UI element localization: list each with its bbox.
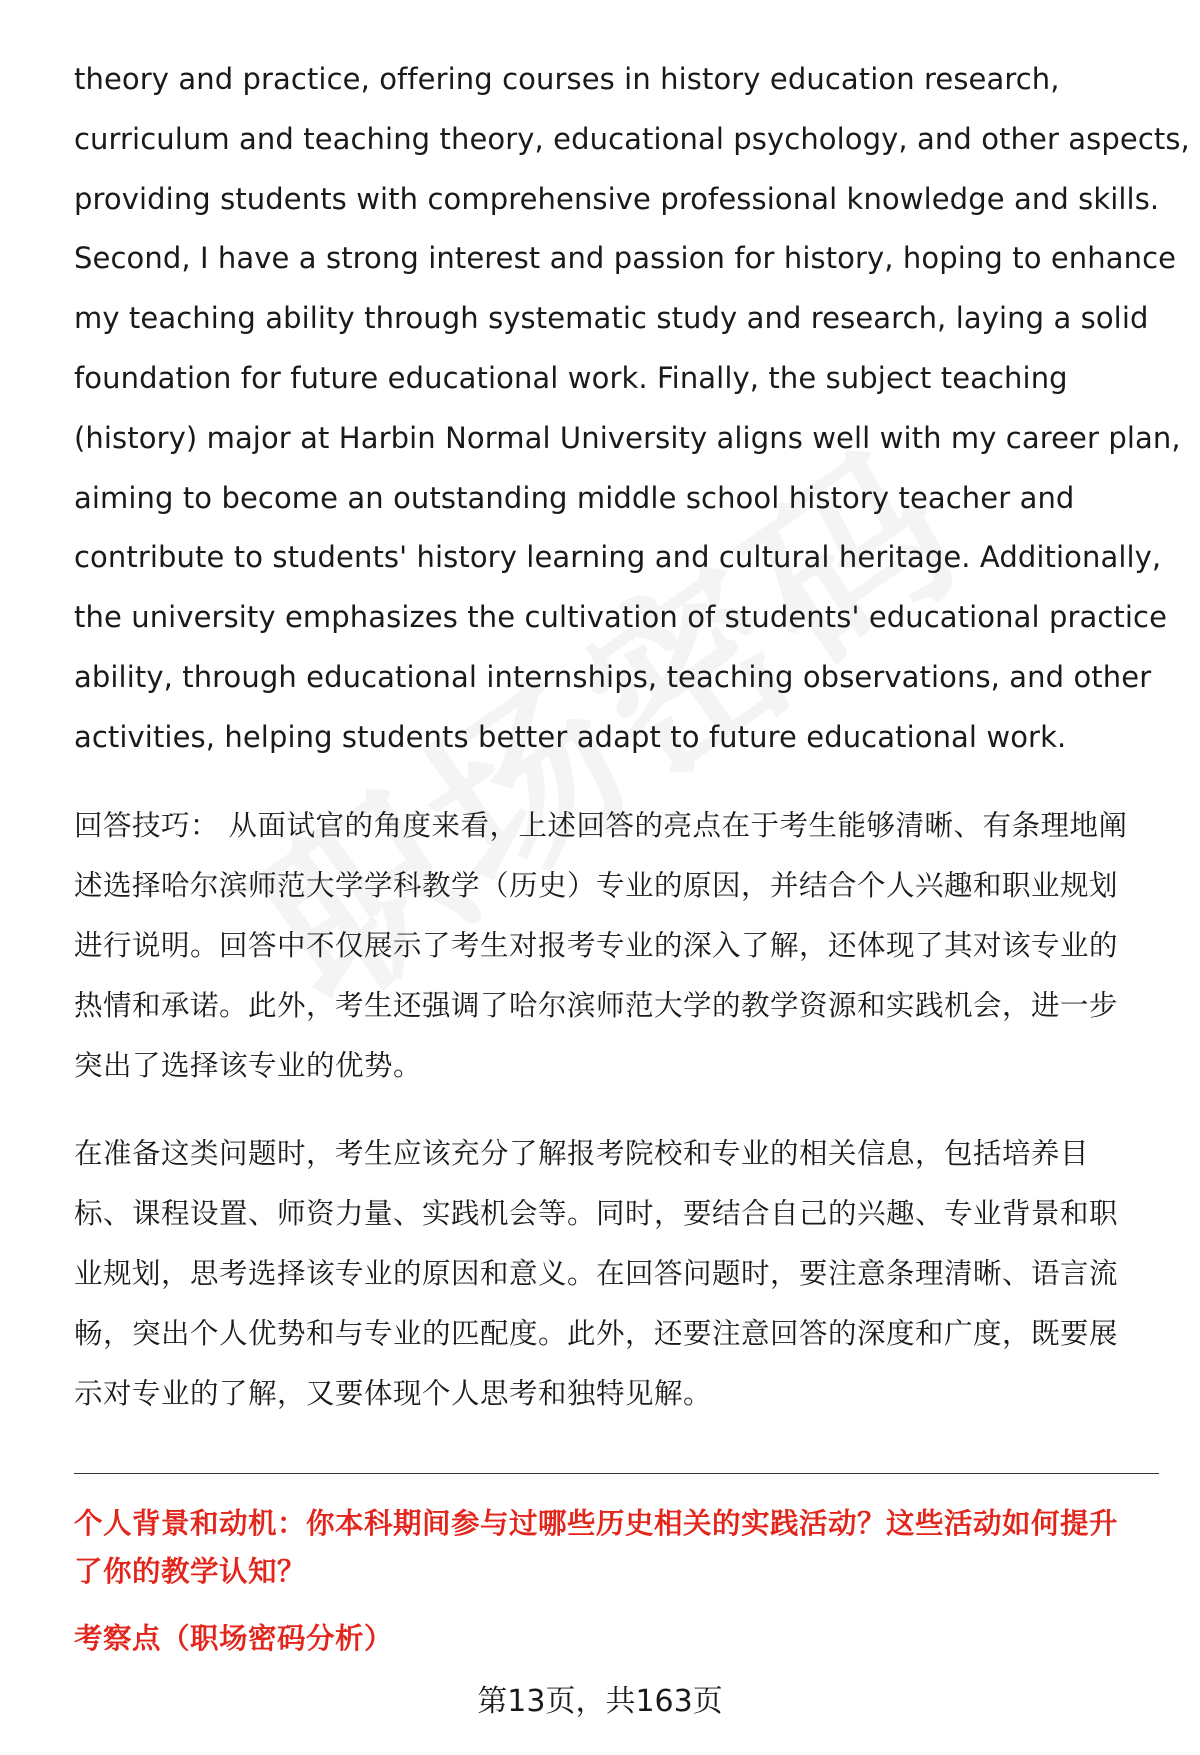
preparation-paragraph	[74, 1124, 1159, 1424]
text-line: contribute to students' history learning and cultural heritage. Additionally,	[74, 540, 1162, 575]
page-number: 第13页，共163页	[477, 1684, 723, 1719]
paragraph-gap	[74, 1096, 1159, 1124]
question-line: 个人背景和动机：你本科期间参与过哪些历史相关的实践活动？这些活动如何提升	[74, 1507, 1119, 1540]
text-line: 述选择哈尔滨师范大学学科教学（历史）专业的原因，并结合个人兴趣和职业规划	[74, 868, 1119, 902]
text-line: 回答技巧： 从面试官的角度来看，上述回答的亮点在于考生能够清晰、有条理地阐	[74, 808, 1128, 842]
text-line: ability, through educational internships, teaching observations, and other	[74, 659, 1152, 694]
text-line: foundation for future educational work. Finally, the subject teaching	[74, 360, 1068, 395]
text-line: 热情和承诺。此外，考生还强调了哈尔滨师范大学的教学资源和实践机会，进一步	[74, 988, 1119, 1022]
main-content	[74, 50, 1190, 1424]
text-line: my teaching ability through systematic study and research, laying a solid	[74, 301, 1149, 336]
text-line: 畅，突出个人优势和与专业的匹配度。此外，还要注意回答的深度和广度，既要展	[74, 1316, 1119, 1350]
analysis-subheading: 考察点（职场密码分析）	[74, 1622, 394, 1655]
text-line: 进行说明。回答中不仅展示了考生对报考专业的深入了解，还体现了其对该专业的	[74, 928, 1119, 962]
paragraph-gap	[74, 768, 1159, 796]
text-line: providing students with comprehensive professional knowledge and skills.	[74, 181, 1160, 216]
next-question-heading	[74, 1500, 1159, 1596]
text-line: activities, helping students better adapt to future educational work.	[74, 719, 1067, 754]
text-line: 示对专业的了解，又要体现个人思考和独特见解。	[74, 1376, 713, 1410]
section-divider	[74, 1473, 1159, 1474]
text-line: Second, I have a strong interest and passion for history, hoping to enhance	[74, 241, 1177, 276]
question-line: 了你的教学认知？	[74, 1555, 307, 1588]
text-line: 业规划，思考选择该专业的原因和意义。在回答问题时，要注意条理清晰、语言流	[74, 1256, 1119, 1290]
text-line: 在准备这类问题时，考生应该充分了解报考院校和专业的相关信息，包括培养目	[74, 1136, 1090, 1170]
english-paragraph	[74, 50, 1190, 768]
text-line: the university emphasizes the cultivation of students' educational practice	[74, 600, 1168, 635]
tips-paragraph	[74, 796, 1159, 1096]
text-line: curriculum and teaching theory, educational psychology, and other aspects,	[74, 121, 1190, 156]
text-line: 突出了选择该专业的优势。	[74, 1048, 423, 1082]
text-line: (history) major at Harbin Normal University aligns well with my career plan,	[74, 420, 1181, 455]
text-line: aiming to become an outstanding middle school history teacher and	[74, 480, 1075, 515]
text-line: theory and practice, offering courses in history education research,	[74, 62, 1060, 96]
text-line: 标、课程设置、师资力量、实践机会等。同时，要结合自己的兴趣、专业背景和职	[74, 1196, 1119, 1230]
